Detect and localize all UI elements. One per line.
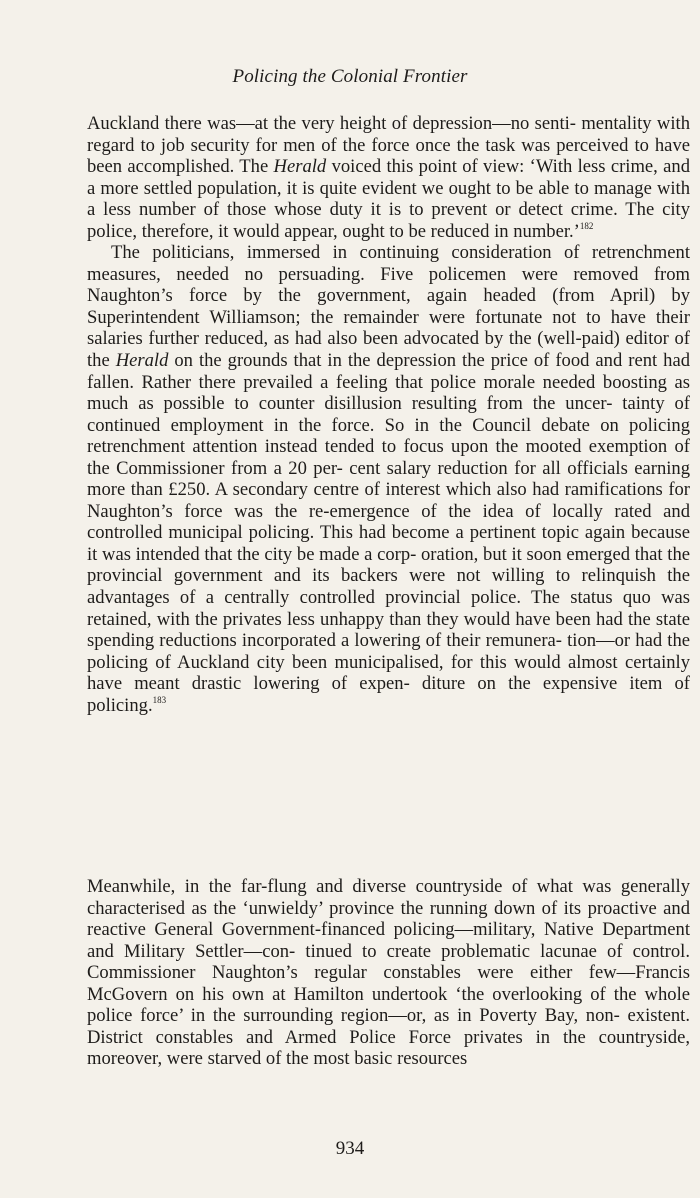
text-block-lower — [87, 876, 690, 1070]
italic-title: Herald — [273, 156, 327, 178]
paragraph — [87, 113, 690, 242]
paragraph — [87, 242, 690, 716]
running-head: Policing the Colonial Frontier — [232, 66, 468, 87]
text-run: voiced this point of view: ‘With less crime, and a more settled population, it is quite evident we ought to be able to manage with a less number of those whose duty it is to prevent or detect crime. The city police, therefore, it would appear, ought to be reduced in number.’ — [87, 156, 690, 242]
italic-title: Herald — [115, 350, 169, 372]
page-number: 934 — [335, 1138, 365, 1159]
text-block-upper — [87, 113, 690, 716]
paragraph — [87, 876, 690, 1070]
footnote-ref: 183 — [152, 694, 167, 705]
text-run: Auckland there was—at the very height of depression—no senti- mentality with regard to job security for men of the force once the task was perceived to have been accomplished. The — [87, 113, 690, 178]
text-run: on the grounds that in the depression the price of food and rent had fallen. Rather there prevailed a feeling that police morale needed boosting as much as possible to counter disillusion resulting from the uncer- tainty of continued employment in the force. So in the Council debate on policing retrenchment attention instead tended to focus upon the mooted exemption of the Commissioner from a 20 per- cent salary reduction for all officials earning more than £250. A secondary centre of interest which also had ramifications for Naughton’s force was the re-emergence of the idea of locally rated and controlled municipal policing. This had become a pertinent topic again because it was intended that the city be made a corp- oration, but it soon emerged that the provincial government and its backers were not willing to relinquish the advantages of a centrally controlled provincial police. The status quo was retained, with the privates less unhappy than they would have been had the state spending reductions incorporated a lowering of their remunera- tion—or had the policing of Auckland city been municipalised, for this would almost certainly have meant drastic lowering of expen- diture on the expensive item of policing. — [87, 350, 690, 716]
text-run: The politicians, immersed in continuing consideration of retrenchment measures, needed no persuading. Five policemen were removed from Naughton’s force by the government, again headed (from April) by Superintendent Williamson; the remainder were fortunate not to have their salaries further reduced, as had also been advocated by the (well-paid) editor of the — [87, 242, 690, 372]
footnote-ref: 182 — [579, 220, 594, 231]
text-run: Meanwhile, in the far-flung and diverse countryside of what was generally characterised as the ‘unwieldy’ province the running down of its proactive and reactive General Government-financed policing—military, Native Department and Military Settler—con- tinued to create problematic lacunae of control. Commissioner Naughton’s regular constables were either few—Francis McGovern on his own at Hamilton undertook ‘the overlooking of the whole police force’ in the surrounding region—or, as in Poverty Bay, non- existent. District constables and Armed Police Force privates in the countryside, moreover, were starved of the most basic resources — [87, 876, 690, 1070]
